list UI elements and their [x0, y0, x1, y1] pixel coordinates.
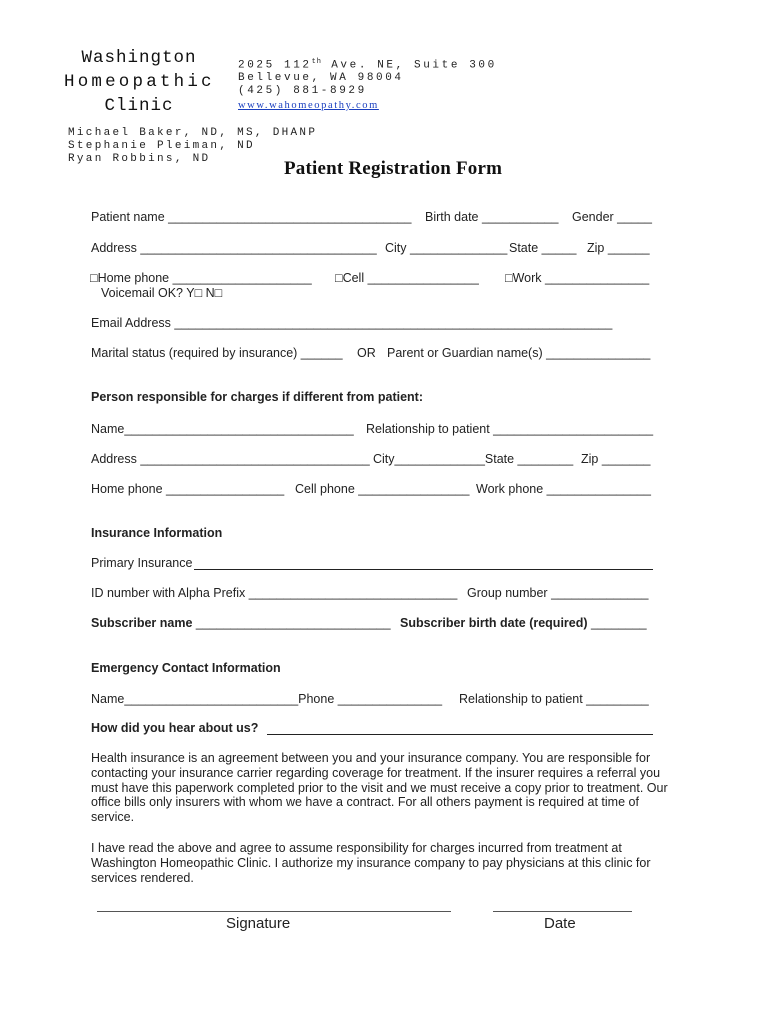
id-number-field[interactable]: ID number with Alpha Prefix ______________________________ [91, 586, 458, 600]
address-line-1 [238, 56, 497, 72]
cell-label: Cell ________________ [342, 271, 479, 285]
clinic-address [238, 56, 497, 113]
insurance-agreement-text: Health insurance is an agreement between you and your insurance company. You are responsible for contacting your insurance carrier regarding coverage for treatment. If the insurer requires a referral you must have this paperwork completed prior to the visit and we must receive a copy prior to treatment. Our office bills only insurers with whom we have a contract. For all others payment is required at time of service. [91, 751, 668, 825]
birth-date-field[interactable]: Birth date ___________ [425, 210, 559, 224]
voicemail-no-checkbox[interactable]: □ [214, 286, 223, 300]
gender-field[interactable]: Gender _____ [572, 210, 652, 224]
responsible-address-field[interactable]: Address _________________________________ [91, 452, 370, 466]
work-checkbox[interactable]: □ [505, 271, 513, 285]
clinic-name-line-1: Washington [81, 48, 197, 68]
voicemail-field [101, 286, 222, 300]
subscriber-birth-label: Subscriber birth date (required) [400, 616, 588, 630]
emergency-heading: Emergency Contact Information [91, 661, 281, 675]
responsible-work-phone-field[interactable]: Work phone _______________ [476, 482, 651, 496]
patient-address-field[interactable]: Address __________________________________ [91, 241, 377, 255]
home-phone-field[interactable] [90, 271, 312, 285]
responsible-home-phone-field[interactable]: Home phone _________________ [91, 482, 285, 496]
date-label: Date [544, 915, 576, 932]
group-number-field[interactable]: Group number ______________ [467, 586, 649, 600]
home-phone-checkbox[interactable]: □ [90, 271, 98, 285]
guardian-name-field[interactable]: Parent or Guardian name(s) _______________ [387, 346, 651, 360]
subscriber-birth-line: ________ [587, 616, 647, 630]
clinic-name-line-3: Clinic [104, 96, 174, 116]
doctor-list [68, 127, 317, 165]
address-line-2: Bellevue, WA 98004 [238, 72, 404, 85]
how-heard-line [267, 734, 653, 735]
subscriber-birth-field[interactable] [400, 616, 647, 630]
responsible-name-field[interactable]: Name_________________________________ [91, 422, 354, 436]
how-heard-field[interactable] [91, 721, 653, 735]
work-phone-field[interactable] [505, 271, 649, 285]
emergency-name-phone-field[interactable]: Name_________________________Phone _______________ [91, 692, 443, 706]
insurance-heading: Insurance Information [91, 526, 223, 540]
authorization-text: I have read the above and agree to assume responsibility for charges incurred from treatment at Washington Homeopathic Clinic. I authorize my insurance company to pay physicians at this clinic for services rendered. [91, 841, 651, 885]
primary-insurance-field[interactable] [91, 556, 653, 570]
clinic-name [64, 46, 214, 118]
address-street-rest: Ave. NE, Suite 300 [322, 59, 497, 72]
marital-status-field[interactable]: Marital status (required by insurance) ______ [91, 346, 343, 360]
responsible-relationship-field[interactable]: Relationship to patient _______________________ [366, 422, 654, 436]
subscriber-name-label: Subscriber name [91, 616, 193, 630]
doctor-3: Ryan Robbins, ND [68, 152, 211, 165]
subscriber-name-field[interactable] [91, 616, 391, 630]
doctor-1: Michael Baker, ND, MS, DHANP [68, 127, 318, 139]
clinic-name-line-2: Homeopathic [64, 72, 215, 92]
form-title: Patient Registration Form [284, 158, 503, 179]
voicemail-no-label: N [202, 286, 215, 300]
patient-zip-field[interactable]: Zip ______ [587, 241, 650, 255]
address-street-number: 2025 112 [238, 59, 312, 72]
signature-line[interactable] [97, 911, 451, 912]
primary-insurance-label: Primary Insurance [91, 556, 193, 570]
address-street-suffix: th [311, 58, 323, 66]
how-heard-label: How did you hear about us? [91, 721, 259, 735]
responsible-heading: Person responsible for charges if different from patient: [91, 390, 424, 404]
doctor-2: Stephanie Pleiman, ND [68, 139, 255, 152]
date-line[interactable] [493, 911, 632, 912]
patient-state-field[interactable]: State _____ [509, 241, 577, 255]
cell-phone-field[interactable] [335, 271, 479, 285]
patient-city-field[interactable]: City ______________ [385, 241, 508, 255]
clinic-website-link[interactable]: www.wahomeopathy.com [238, 100, 379, 112]
or-label: OR [357, 346, 376, 360]
signature-label: Signature [226, 915, 291, 932]
home-phone-label: Home phone ____________________ [97, 271, 312, 285]
subscriber-name-line: ____________________________ [192, 616, 391, 630]
primary-insurance-line [194, 569, 653, 570]
email-field[interactable]: Email Address _______________________________________________________________ [91, 316, 613, 330]
responsible-cell-phone-field[interactable]: Cell phone ________________ [295, 482, 470, 496]
responsible-city-state-field[interactable]: City_____________State ________ [373, 452, 574, 466]
voicemail-label: Voicemail OK? Y [101, 286, 195, 300]
cell-checkbox[interactable]: □ [335, 271, 343, 285]
responsible-zip-field[interactable]: Zip _______ [581, 452, 651, 466]
work-label: Work _______________ [512, 271, 650, 285]
emergency-relationship-field[interactable]: Relationship to patient _________ [459, 692, 649, 706]
voicemail-yes-checkbox[interactable]: □ [194, 286, 203, 300]
clinic-phone: (425) 881-8929 [238, 85, 367, 98]
patient-name-field[interactable]: Patient name ___________________________________ [91, 210, 412, 224]
